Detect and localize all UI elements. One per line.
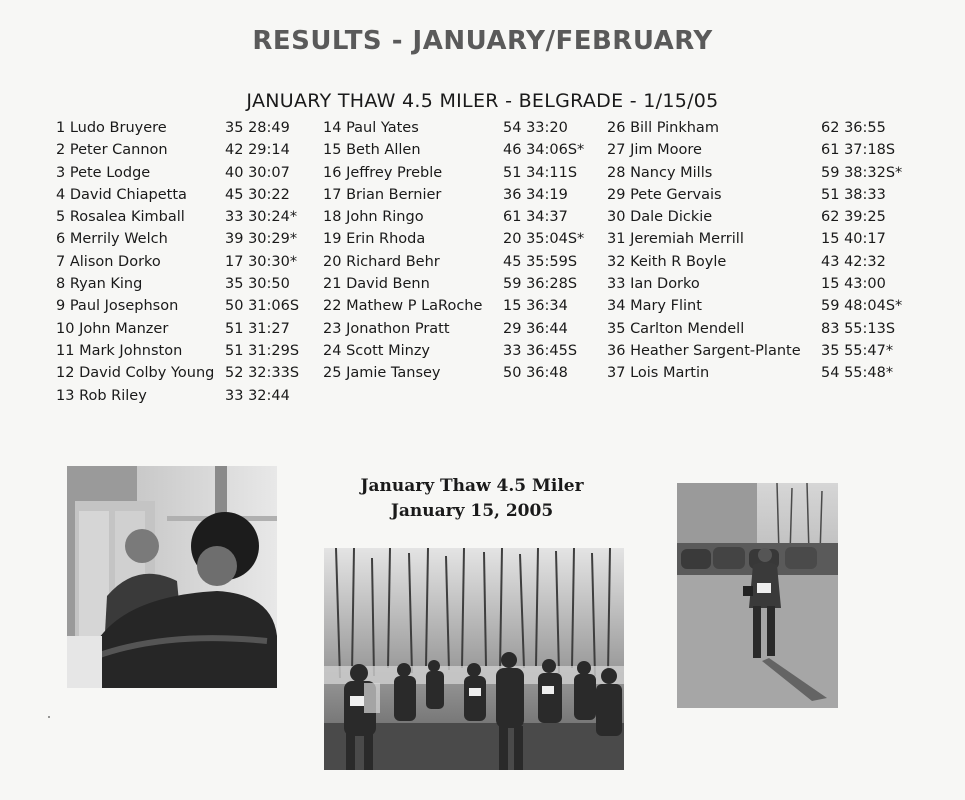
result-age: 50: [503, 365, 522, 382]
result-place: 9: [56, 298, 66, 315]
result-place: 23: [323, 320, 342, 337]
result-name: Mathew P LaRoche: [346, 298, 483, 315]
result-age: 51: [225, 320, 244, 337]
result-age: 45: [503, 253, 522, 270]
result-name: Jamie Tansey: [346, 365, 441, 382]
result-name: Keith R Boyle: [630, 253, 727, 270]
result-row: [56, 228, 301, 250]
result-time: 36:44: [526, 320, 568, 337]
result-row: [607, 184, 937, 206]
result-place: 29: [607, 186, 626, 203]
result-time: 32:44: [248, 387, 290, 404]
result-age: 51: [821, 186, 840, 203]
result-place: 37: [607, 365, 626, 382]
result-place: 28: [607, 164, 626, 181]
result-name: Scott Minzy: [346, 342, 431, 359]
result-age: 45: [225, 186, 244, 203]
result-age: 17: [225, 253, 244, 270]
result-place: 15: [323, 142, 342, 159]
result-row: [56, 340, 301, 362]
result-place: 2: [56, 142, 66, 159]
result-time: 30:07: [248, 164, 290, 181]
result-name: Jeremiah Merrill: [630, 231, 744, 248]
result-time: 34:19: [526, 186, 568, 203]
result-time: 30:24*: [248, 209, 298, 226]
result-place: 31: [607, 231, 626, 248]
result-time: 29:14: [248, 142, 290, 159]
result-age: 33: [225, 387, 244, 404]
result-time: 30:29*: [248, 231, 298, 248]
result-age: 35: [225, 120, 244, 136]
result-time: 42:32: [844, 253, 886, 270]
result-name: Dale Dickie: [630, 209, 713, 226]
result-row: [607, 340, 937, 362]
result-age: 61: [503, 209, 522, 226]
result-time: 28:49: [248, 120, 290, 136]
result-row: [56, 273, 301, 295]
result-age: 50: [225, 298, 244, 315]
result-age: 20: [503, 231, 522, 248]
result-time: 36:34: [526, 298, 568, 315]
result-name: Ryan King: [69, 276, 143, 293]
result-name: Pete Gervais: [630, 186, 722, 203]
result-name: Ludo Bruyere: [69, 120, 167, 136]
result-time: 55:13S: [844, 320, 896, 337]
result-name: Mary Flint: [630, 298, 702, 315]
result-age: 83: [821, 320, 840, 337]
result-age: 33: [225, 209, 244, 226]
results-column-1: [56, 117, 301, 407]
result-row: [56, 162, 301, 184]
photo-finish-area: [67, 466, 277, 688]
result-row: [323, 162, 603, 184]
result-place: 19: [323, 231, 342, 248]
result-name: Paul Josephson: [69, 298, 179, 315]
result-time: 34:37: [526, 209, 568, 226]
result-row: [323, 206, 603, 228]
result-time: 36:45S: [526, 342, 578, 359]
result-place: 5: [56, 209, 66, 226]
result-place: 1: [56, 120, 66, 136]
result-name: Carlton Mendell: [630, 320, 745, 337]
result-row: [323, 184, 603, 206]
result-place: 24: [323, 342, 342, 359]
result-row: [323, 295, 603, 317]
result-age: 29: [503, 320, 522, 337]
result-age: 51: [503, 164, 522, 181]
result-time: 39:25: [844, 209, 886, 226]
result-time: 48:04S*: [844, 298, 903, 315]
result-name: Rob Riley: [79, 387, 147, 404]
result-place: 32: [607, 253, 626, 270]
result-row: [323, 273, 603, 295]
result-row: [323, 362, 603, 384]
result-name: Merrily Welch: [69, 231, 168, 248]
result-row: [56, 362, 301, 384]
result-place: 27: [607, 142, 626, 159]
caption-line-1: January Thaw 4.5 Miler: [360, 476, 584, 496]
result-time: 37:18S: [844, 142, 896, 159]
result-name: Ian Dorko: [630, 276, 700, 293]
result-time: 31:06S: [248, 298, 300, 315]
result-age: 39: [225, 231, 244, 248]
result-row: [56, 251, 301, 273]
result-place: 20: [323, 253, 342, 270]
result-name: Heather Sargent-Plante: [630, 342, 801, 359]
result-place: 16: [323, 164, 342, 181]
caption-line-2: January 15, 2005: [390, 501, 554, 521]
result-row: [56, 139, 301, 161]
result-time: 36:48: [526, 365, 568, 382]
result-time: 36:55: [844, 120, 886, 136]
result-place: 30: [607, 209, 626, 226]
result-row: [323, 318, 603, 340]
result-time: 30:50: [248, 276, 290, 293]
result-age: 59: [503, 276, 522, 293]
result-row: [56, 206, 301, 228]
result-place: 6: [56, 231, 66, 248]
result-row: [607, 318, 937, 340]
result-age: 54: [503, 120, 522, 136]
result-time: 38:32S*: [844, 164, 903, 181]
result-time: 36:28S: [526, 276, 578, 293]
result-name: Pete Lodge: [69, 164, 151, 181]
result-name: Jonathon Pratt: [346, 320, 450, 337]
results-column-3: [607, 117, 937, 385]
result-age: 62: [821, 120, 840, 136]
result-name: David Colby Young: [79, 365, 215, 382]
result-row: [607, 162, 937, 184]
result-time: 34:06S*: [526, 142, 585, 159]
result-name: Alison Dorko: [69, 253, 161, 270]
result-place: 12: [56, 365, 75, 382]
result-time: 55:47*: [844, 342, 894, 359]
result-place: 3: [56, 164, 66, 181]
result-age: 15: [821, 231, 840, 248]
result-age: 40: [225, 164, 244, 181]
results-column-2: [323, 117, 603, 385]
result-age: 62: [821, 209, 840, 226]
result-row: [607, 362, 937, 384]
result-time: 32:33S: [248, 365, 300, 382]
result-time: 55:48*: [844, 365, 894, 382]
result-time: 31:29S: [248, 342, 300, 359]
result-name: Peter Cannon: [69, 142, 168, 159]
results-table: [0, 117, 965, 417]
result-age: 33: [503, 342, 522, 359]
result-place: 22: [323, 298, 342, 315]
result-place: 21: [323, 276, 342, 293]
result-name: David Benn: [346, 276, 430, 293]
result-place: 35: [607, 320, 626, 337]
result-name: Nancy Mills: [630, 164, 713, 181]
result-place: 18: [323, 209, 342, 226]
result-place: 7: [56, 253, 66, 270]
result-age: 35: [821, 342, 840, 359]
result-place: 25: [323, 365, 342, 382]
result-name: John Manzer: [79, 320, 169, 337]
result-name: Jeffrey Preble: [346, 164, 443, 181]
result-time: 34:11S: [526, 164, 578, 181]
result-name: Erin Rhoda: [346, 231, 426, 248]
result-row: [323, 139, 603, 161]
result-name: Bill Pinkham: [630, 120, 719, 136]
result-age: 54: [821, 365, 840, 382]
result-time: 31:27: [248, 320, 290, 337]
result-time: 35:04S*: [526, 231, 585, 248]
result-place: 34: [607, 298, 626, 315]
result-name: Paul Yates: [346, 120, 419, 136]
result-name: Mark Johnston: [79, 342, 183, 359]
result-name: Richard Behr: [346, 253, 440, 270]
photo-caption: [322, 474, 622, 524]
result-row: [56, 318, 301, 340]
result-row: [607, 251, 937, 273]
result-time: 30:30*: [248, 253, 298, 270]
result-row: [323, 340, 603, 362]
result-row: [607, 139, 937, 161]
stray-mark: [48, 716, 50, 718]
result-row: [607, 273, 937, 295]
result-age: 36: [503, 186, 522, 203]
result-name: Brian Bernier: [346, 186, 442, 203]
photo-race-start: [324, 548, 624, 770]
result-row: [607, 117, 937, 139]
result-row: [323, 228, 603, 250]
result-age: 59: [821, 298, 840, 315]
result-age: 43: [821, 253, 840, 270]
result-row: [323, 251, 603, 273]
result-time: 43:00: [844, 276, 886, 293]
result-age: 35: [225, 276, 244, 293]
result-age: 59: [821, 164, 840, 181]
photo-runner-finish: [677, 483, 838, 708]
result-place: 10: [56, 320, 75, 337]
result-time: 35:59S: [526, 253, 578, 270]
result-age: 61: [821, 142, 840, 159]
result-age: 52: [225, 365, 244, 382]
result-row: [56, 295, 301, 317]
result-age: 42: [225, 142, 244, 159]
result-time: 33:20: [526, 120, 568, 136]
result-time: 30:22: [248, 186, 290, 203]
race-title: JANUARY THAW 4.5 MILER - BELGRADE - 1/15/05: [246, 90, 719, 112]
result-time: 38:33: [844, 186, 886, 203]
result-name: Lois Martin: [630, 365, 710, 382]
result-name: Jim Moore: [630, 142, 702, 159]
result-age: 15: [503, 298, 522, 315]
result-row: [56, 385, 301, 407]
result-name: David Chiapetta: [69, 186, 187, 203]
result-row: [56, 184, 301, 206]
result-name: John Ringo: [346, 209, 424, 226]
result-place: 4: [56, 186, 66, 203]
result-place: 33: [607, 276, 626, 293]
result-place: 14: [323, 120, 342, 136]
result-place: 17: [323, 186, 342, 203]
page-title: RESULTS - JANUARY/FEBRUARY: [252, 26, 713, 56]
result-row: [323, 117, 603, 139]
result-name: Rosalea Kimball: [69, 209, 185, 226]
result-place: 26: [607, 120, 626, 136]
result-age: 51: [225, 342, 244, 359]
result-row: [607, 295, 937, 317]
result-row: [607, 228, 937, 250]
result-place: 8: [56, 276, 66, 293]
result-age: 15: [821, 276, 840, 293]
result-time: 40:17: [844, 231, 886, 248]
result-row: [56, 117, 301, 139]
result-place: 36: [607, 342, 626, 359]
result-age: 46: [503, 142, 522, 159]
result-place: 13: [56, 387, 75, 404]
result-place: 11: [56, 342, 75, 359]
result-row: [607, 206, 937, 228]
result-name: Beth Allen: [346, 142, 421, 159]
